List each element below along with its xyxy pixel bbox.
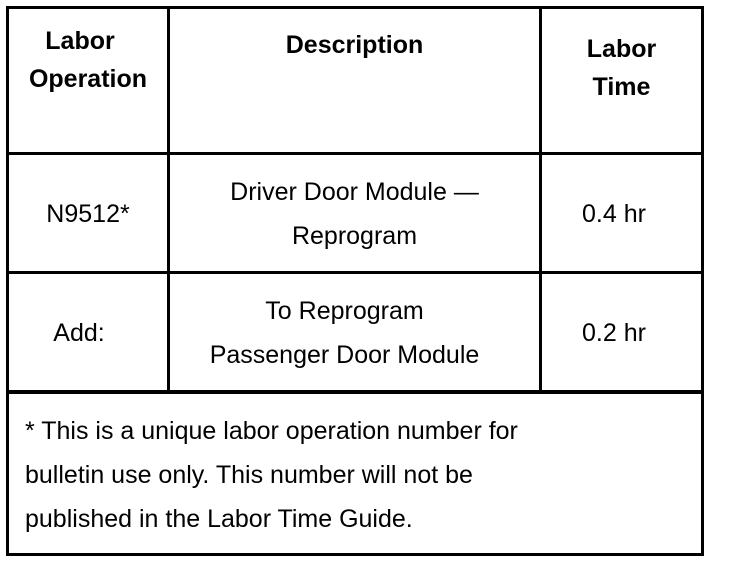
header-labor-time <box>544 30 699 106</box>
header-description-label: Description <box>285 31 424 59</box>
table-border-right <box>701 6 704 556</box>
row-1-time-value: 0.4 hr <box>582 200 646 228</box>
header-labor-operation-line2: Operation <box>28 65 148 93</box>
row-2-time-value: 0.2 hr <box>582 319 646 347</box>
row-2-description-line2: Passenger Door Module <box>209 341 480 369</box>
row-2-operation-code: Add: <box>53 319 105 347</box>
row-2-description-line1: To Reprogram <box>265 297 424 325</box>
footnote-line1: * This is a unique labor operation number for <box>25 417 518 445</box>
row-2-time <box>544 311 684 355</box>
table-border-bottom <box>6 553 704 556</box>
row-2-description <box>172 289 517 377</box>
header-description <box>172 26 537 64</box>
row-1-time <box>544 192 684 236</box>
row-1-operation-code: N9512* <box>46 200 130 228</box>
header-labor-time-line2: Time <box>592 73 651 101</box>
column-divider-1 <box>167 6 170 392</box>
row-1-operation <box>14 192 162 236</box>
header-labor-time-line1: Labor <box>586 35 657 63</box>
table-border-left <box>6 6 9 556</box>
footnote-line3: published in the Labor Time Guide. <box>25 505 413 533</box>
table-border-top <box>6 6 704 9</box>
row-1-description-line2: Reprogram <box>291 222 418 250</box>
row-divider-1 <box>6 271 704 274</box>
footnote <box>25 409 695 541</box>
column-divider-2 <box>539 6 542 392</box>
header-labor-operation-line1: Labor <box>45 27 115 55</box>
footnote-line2: bulletin use only. This number will not be <box>25 461 473 489</box>
header-labor-operation <box>14 22 162 98</box>
row-1-description <box>172 170 537 258</box>
row-divider-2 <box>6 390 704 394</box>
row-2-operation <box>14 311 144 355</box>
row-1-description-line1: Driver Door Module — <box>230 178 479 206</box>
row-divider-header <box>6 152 704 155</box>
